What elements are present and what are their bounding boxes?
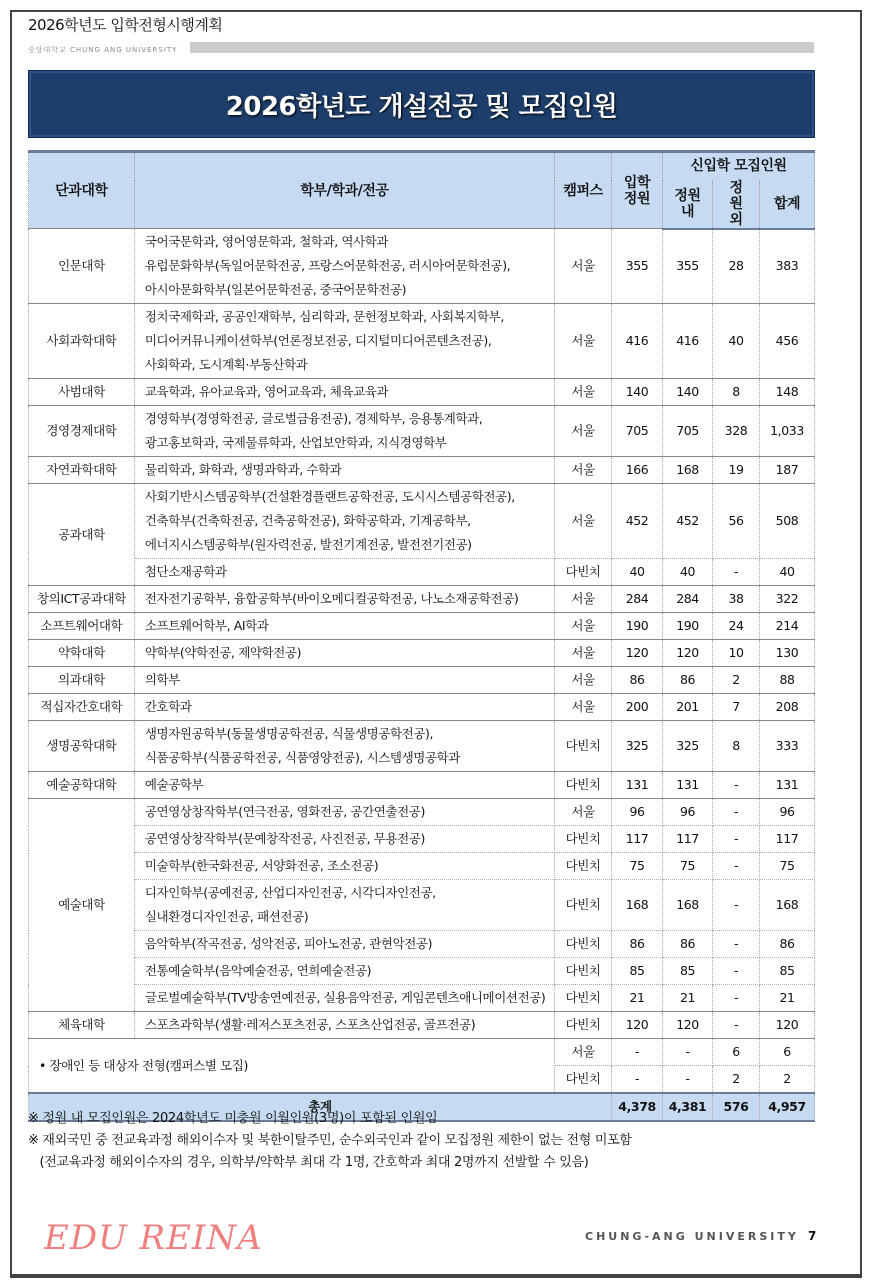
total-cell: 2 bbox=[759, 1066, 814, 1094]
campus-cell: 서울 bbox=[555, 406, 612, 457]
in-quota-cell: 21 bbox=[663, 985, 713, 1012]
college-name: 예술대학 bbox=[29, 799, 135, 1012]
campus-cell: 다빈치 bbox=[555, 559, 612, 586]
footnote: ※ 재외국민 중 전교육과정 해외이수자 및 북한이탈주민, 순수외국인과 같이 모집정원 제한이 없는 전형 미포함 bbox=[28, 1133, 632, 1148]
header-out-quota: 정원외 bbox=[713, 180, 760, 229]
quota-cell: 705 bbox=[612, 406, 663, 457]
major-list bbox=[134, 406, 554, 457]
campus-cell: 서울 bbox=[555, 379, 612, 406]
major-list bbox=[134, 559, 554, 586]
total-cell: 21 bbox=[759, 985, 814, 1012]
quota-cell: 166 bbox=[612, 457, 663, 484]
major-list bbox=[134, 586, 554, 613]
major-list bbox=[134, 640, 554, 667]
major-line: 소프트웨어학부, AI학과 bbox=[144, 618, 269, 633]
college-name: • 장애인 등 대상자 전형(캠퍼스별 모집) bbox=[29, 1039, 555, 1094]
quota-cell: 325 bbox=[612, 721, 663, 772]
out-quota-cell: 7 bbox=[713, 694, 760, 721]
in-quota-cell: 416 bbox=[663, 304, 713, 379]
major-list bbox=[134, 613, 554, 640]
campus-cell: 다빈치 bbox=[555, 958, 612, 985]
quota-cell: 190 bbox=[612, 613, 663, 640]
college-name: 적십자간호대학 bbox=[29, 694, 135, 721]
in-quota-cell: 96 bbox=[663, 799, 713, 826]
out-quota-cell: - bbox=[713, 880, 760, 931]
out-quota-cell: 28 bbox=[713, 229, 760, 304]
major-line: 예술공학부 bbox=[144, 777, 204, 792]
campus-cell: 서울 bbox=[555, 613, 612, 640]
header-divider-bar bbox=[190, 42, 814, 53]
major-line: 에너지시스템공학부(원자력전공, 발전기계전공, 발전전기전공) bbox=[144, 537, 472, 552]
major-list bbox=[134, 826, 554, 853]
out-quota-cell: 56 bbox=[713, 484, 760, 559]
quota-cell: 96 bbox=[612, 799, 663, 826]
campus-cell: 서울 bbox=[555, 799, 612, 826]
major-line: 사회학과, 도시계획·부동산학과 bbox=[144, 357, 308, 372]
page-number: 7 bbox=[808, 1229, 817, 1243]
quota-cell: 120 bbox=[612, 1012, 663, 1039]
header-campus: 캠퍼스 bbox=[555, 152, 612, 229]
table-row bbox=[29, 379, 815, 406]
total-cell: 214 bbox=[759, 613, 814, 640]
total-cell: 117 bbox=[759, 826, 814, 853]
total-cell: 508 bbox=[759, 484, 814, 559]
document-title: 2026학년도 입학전형시행계획 bbox=[28, 16, 223, 34]
out-quota-cell: 2 bbox=[713, 1066, 760, 1094]
quota-cell: 117 bbox=[612, 826, 663, 853]
total-cell: 120 bbox=[759, 1012, 814, 1039]
in-quota-cell: 325 bbox=[663, 721, 713, 772]
footnotes bbox=[28, 1108, 632, 1174]
table-row bbox=[29, 457, 815, 484]
total-cell: 1,033 bbox=[759, 406, 814, 457]
major-list bbox=[134, 799, 554, 826]
page-banner-title: 2026학년도 개설전공 및 모집인원 bbox=[28, 70, 815, 138]
quota-cell: 86 bbox=[612, 931, 663, 958]
out-quota-cell: - bbox=[713, 826, 760, 853]
university-logo-text: 중앙대학교 CHUNG ANG UNIVERSITY bbox=[28, 46, 178, 54]
major-line: 아시아문화학부(일본어문학전공, 중국어문학전공) bbox=[144, 282, 407, 297]
major-line: 생명자원공학부(동물생명공학전공, 식물생명공학전공), bbox=[144, 726, 434, 741]
out-quota-cell: - bbox=[713, 853, 760, 880]
campus-cell: 다빈치 bbox=[555, 826, 612, 853]
major-list bbox=[134, 1012, 554, 1039]
major-line: 공연영상창작학부(연극전공, 영화전공, 공간연출전공) bbox=[144, 804, 425, 819]
total-cell: 96 bbox=[759, 799, 814, 826]
major-line: 미디어커뮤니케이션학부(언론정보전공, 디지털미디어콘텐츠전공), bbox=[144, 333, 492, 348]
total-cell: 322 bbox=[759, 586, 814, 613]
campus-cell: 다빈치 bbox=[555, 880, 612, 931]
college-name: 사회과학대학 bbox=[29, 304, 135, 379]
quota-cell: 86 bbox=[612, 667, 663, 694]
out-quota-cell: - bbox=[713, 1012, 760, 1039]
total-cell: 130 bbox=[759, 640, 814, 667]
major-list bbox=[134, 985, 554, 1012]
in-quota-cell: 40 bbox=[663, 559, 713, 586]
quota-cell: 120 bbox=[612, 640, 663, 667]
major-line: 미술학부(한국화전공, 서양화전공, 조소전공) bbox=[144, 858, 379, 873]
in-quota-cell: 86 bbox=[663, 931, 713, 958]
out-quota-cell: 8 bbox=[713, 721, 760, 772]
campus-cell: 다빈치 bbox=[555, 1012, 612, 1039]
college-name: 예술공학대학 bbox=[29, 772, 135, 799]
total-cell: 383 bbox=[759, 229, 814, 304]
quota-cell: 200 bbox=[612, 694, 663, 721]
college-name: 약학대학 bbox=[29, 640, 135, 667]
campus-cell: 다빈치 bbox=[555, 931, 612, 958]
campus-cell: 서울 bbox=[555, 586, 612, 613]
campus-cell: 서울 bbox=[555, 457, 612, 484]
campus-cell: 서울 bbox=[555, 640, 612, 667]
quota-cell: 355 bbox=[612, 229, 663, 304]
campus-cell: 서울 bbox=[555, 1039, 612, 1066]
table-row bbox=[29, 613, 815, 640]
total-cell: 88 bbox=[759, 667, 814, 694]
college-name: 공과대학 bbox=[29, 484, 135, 586]
quota-cell: 40 bbox=[612, 559, 663, 586]
out-quota-cell: - bbox=[713, 772, 760, 799]
total-cell: 131 bbox=[759, 772, 814, 799]
out-quota-cell: 38 bbox=[713, 586, 760, 613]
campus-cell: 서울 bbox=[555, 667, 612, 694]
in-quota-cell: - bbox=[663, 1039, 713, 1066]
total-cell: 187 bbox=[759, 457, 814, 484]
total-cell: 75 bbox=[759, 853, 814, 880]
major-list bbox=[134, 772, 554, 799]
table-row bbox=[29, 721, 815, 772]
campus-cell: 다빈치 bbox=[555, 721, 612, 772]
out-quota-cell: - bbox=[713, 985, 760, 1012]
campus-cell: 다빈치 bbox=[555, 985, 612, 1012]
header-total: 합계 bbox=[759, 180, 814, 229]
total-cell: 6 bbox=[759, 1039, 814, 1066]
major-list bbox=[134, 304, 554, 379]
major-list bbox=[134, 721, 554, 772]
campus-cell: 서울 bbox=[555, 484, 612, 559]
footer-university: CHUNG-ANG UNIVERSITY bbox=[585, 1230, 799, 1243]
major-line: 경영학부(경영학전공, 글로벌금융전공), 경제학부, 응용통계학과, bbox=[144, 411, 483, 426]
college-name: 자연과학대학 bbox=[29, 457, 135, 484]
college-name: 생명공학대학 bbox=[29, 721, 135, 772]
major-list bbox=[134, 484, 554, 559]
major-line: 약학부(약학전공, 제약학전공) bbox=[144, 645, 302, 660]
table-row bbox=[29, 304, 815, 379]
table-row bbox=[29, 826, 815, 853]
major-line: 디자인학부(공예전공, 산업디자인전공, 시각디자인전공, bbox=[144, 885, 436, 900]
table-row bbox=[29, 1039, 815, 1066]
table-row bbox=[29, 640, 815, 667]
table-row bbox=[29, 958, 815, 985]
in-quota-cell: 452 bbox=[663, 484, 713, 559]
out-quota-cell: - bbox=[713, 931, 760, 958]
in-quota-cell: 117 bbox=[663, 826, 713, 853]
in-quota-cell: 355 bbox=[663, 229, 713, 304]
out-quota-cell: 8 bbox=[713, 379, 760, 406]
out-quota-cell: - bbox=[713, 958, 760, 985]
total-cell: 168 bbox=[759, 880, 814, 931]
total-out: 576 bbox=[713, 1093, 760, 1121]
campus-cell: 다빈치 bbox=[555, 772, 612, 799]
out-quota-cell: 19 bbox=[713, 457, 760, 484]
table-row bbox=[29, 880, 815, 931]
in-quota-cell: - bbox=[663, 1066, 713, 1094]
table-row bbox=[29, 853, 815, 880]
major-line: 공연영상창작학부(문예창작전공, 사진전공, 무용전공) bbox=[144, 831, 425, 846]
major-list bbox=[134, 694, 554, 721]
table-row bbox=[29, 667, 815, 694]
header-major: 학부/학과/전공 bbox=[134, 152, 554, 229]
in-quota-cell: 120 bbox=[663, 1012, 713, 1039]
major-list bbox=[134, 880, 554, 931]
major-line: 의학부 bbox=[144, 672, 180, 687]
college-name: 의과대학 bbox=[29, 667, 135, 694]
total-cell: 40 bbox=[759, 559, 814, 586]
out-quota-cell: 24 bbox=[713, 613, 760, 640]
total-cell: 208 bbox=[759, 694, 814, 721]
college-name: 창의ICT공과대학 bbox=[29, 586, 135, 613]
major-line: 유럽문화학부(독일어문학전공, 프랑스어문학전공, 러시아어문학전공), bbox=[144, 258, 511, 273]
campus-cell: 다빈치 bbox=[555, 853, 612, 880]
in-quota-cell: 140 bbox=[663, 379, 713, 406]
quota-cell: 416 bbox=[612, 304, 663, 379]
total-total: 4,957 bbox=[759, 1093, 814, 1121]
major-line: 글로벌예술학부(TV방송연예전공, 실용음악전공, 게임콘텐츠애니메이션전공) bbox=[144, 990, 546, 1005]
majors-quota-table bbox=[28, 150, 815, 1122]
in-quota-cell: 85 bbox=[663, 958, 713, 985]
total-cell: 148 bbox=[759, 379, 814, 406]
quota-cell: 168 bbox=[612, 880, 663, 931]
campus-cell: 서울 bbox=[555, 694, 612, 721]
in-quota-cell: 168 bbox=[663, 457, 713, 484]
table-row bbox=[29, 586, 815, 613]
in-quota-cell: 131 bbox=[663, 772, 713, 799]
quota-cell: 452 bbox=[612, 484, 663, 559]
table-row bbox=[29, 559, 815, 586]
total-cell: 456 bbox=[759, 304, 814, 379]
total-in: 4,381 bbox=[663, 1093, 713, 1121]
table-row bbox=[29, 406, 815, 457]
watermark-logo: EDU REINA bbox=[44, 1218, 263, 1258]
quota-cell: 85 bbox=[612, 958, 663, 985]
college-name: 인문대학 bbox=[29, 229, 135, 304]
quota-cell: - bbox=[612, 1039, 663, 1066]
major-list bbox=[134, 379, 554, 406]
total-quota: 4,378 bbox=[612, 1093, 663, 1121]
major-line: 스포츠과학부(생활·레저스포츠전공, 스포츠산업전공, 골프전공) bbox=[144, 1017, 476, 1032]
major-line: 음악학부(작곡전공, 성악전공, 피아노전공, 관현악전공) bbox=[144, 936, 433, 951]
out-quota-cell: 2 bbox=[713, 667, 760, 694]
header-in-quota: 정원내 bbox=[663, 180, 713, 229]
major-line: 전통예술학부(음악예술전공, 연희예술전공) bbox=[144, 963, 372, 978]
in-quota-cell: 120 bbox=[663, 640, 713, 667]
in-quota-cell: 86 bbox=[663, 667, 713, 694]
header-college: 단과대학 bbox=[29, 152, 135, 229]
total-cell: 333 bbox=[759, 721, 814, 772]
major-line: 식품공학부(식품공학전공, 식품영양전공), 시스템생명공학과 bbox=[144, 750, 460, 765]
table-row bbox=[29, 799, 815, 826]
out-quota-cell: 328 bbox=[713, 406, 760, 457]
quota-cell: 21 bbox=[612, 985, 663, 1012]
campus-cell: 서울 bbox=[555, 304, 612, 379]
quota-cell: 284 bbox=[612, 586, 663, 613]
quota-cell: - bbox=[612, 1066, 663, 1094]
major-line: 첨단소재공학과 bbox=[144, 564, 227, 579]
total-cell: 85 bbox=[759, 958, 814, 985]
in-quota-cell: 201 bbox=[663, 694, 713, 721]
header-new-admission: 신입학 모집인원 bbox=[663, 152, 815, 180]
major-list bbox=[134, 853, 554, 880]
header-quota: 입학정원 bbox=[612, 152, 663, 229]
footnote: (전교육과정 해외이수자의 경우, 의학부/약학부 최대 각 1명, 간호학과 최대 2명까지 선발할 수 있음) bbox=[28, 1155, 589, 1170]
out-quota-cell: 6 bbox=[713, 1039, 760, 1066]
college-name: 사범대학 bbox=[29, 379, 135, 406]
in-quota-cell: 705 bbox=[663, 406, 713, 457]
major-list bbox=[134, 931, 554, 958]
major-line: 실내환경디자인전공, 패션전공) bbox=[144, 909, 309, 924]
college-name: 경영경제대학 bbox=[29, 406, 135, 457]
quota-cell: 140 bbox=[612, 379, 663, 406]
major-line: 건축학부(건축학전공, 건축공학전공), 화학공학과, 기계공학부, bbox=[144, 513, 471, 528]
in-quota-cell: 284 bbox=[663, 586, 713, 613]
quota-cell: 131 bbox=[612, 772, 663, 799]
college-name: 소프트웨어대학 bbox=[29, 613, 135, 640]
table-row bbox=[29, 1012, 815, 1039]
out-quota-cell: - bbox=[713, 799, 760, 826]
total-label: 총계 bbox=[29, 1093, 612, 1121]
major-line: 광고홍보학과, 국제물류학과, 산업보안학과, 지식경영학부 bbox=[144, 435, 447, 450]
major-list bbox=[134, 958, 554, 985]
major-line: 간호학과 bbox=[144, 699, 192, 714]
table-row bbox=[29, 772, 815, 799]
out-quota-cell: - bbox=[713, 559, 760, 586]
in-quota-cell: 75 bbox=[663, 853, 713, 880]
major-line: 사회기반시스템공학부(건설환경플랜트공학전공, 도시시스템공학전공), bbox=[144, 489, 515, 504]
major-line: 정치국제학과, 공공인재학부, 심리학과, 문헌정보학과, 사회복지학부, bbox=[144, 309, 504, 324]
major-list bbox=[134, 457, 554, 484]
campus-cell: 서울 bbox=[555, 229, 612, 304]
footnote: ※ 정원 내 모집인원은 2024학년도 미충원 이월인원(3명)이 포함된 인원임 bbox=[28, 1111, 438, 1126]
major-list bbox=[134, 229, 554, 304]
table-row bbox=[29, 931, 815, 958]
table-row bbox=[29, 694, 815, 721]
college-name: 체육대학 bbox=[29, 1012, 135, 1039]
total-cell: 86 bbox=[759, 931, 814, 958]
major-line: 국어국문학과, 영어영문학과, 철학과, 역사학과 bbox=[144, 234, 389, 249]
out-quota-cell: 40 bbox=[713, 304, 760, 379]
table-row bbox=[29, 484, 815, 559]
major-list bbox=[134, 667, 554, 694]
major-line: 교육학과, 유아교육과, 영어교육과, 체육교육과 bbox=[144, 384, 389, 399]
out-quota-cell: 10 bbox=[713, 640, 760, 667]
in-quota-cell: 190 bbox=[663, 613, 713, 640]
table-row bbox=[29, 229, 815, 304]
in-quota-cell: 168 bbox=[663, 880, 713, 931]
campus-cell: 다빈치 bbox=[555, 1066, 612, 1094]
major-line: 전자전기공학부, 융합공학부(바이오메디컬공학전공, 나노소재공학전공) bbox=[144, 591, 519, 606]
major-line: 물리학과, 화학과, 생명과학과, 수학과 bbox=[144, 462, 342, 477]
table-row bbox=[29, 985, 815, 1012]
quota-cell: 75 bbox=[612, 853, 663, 880]
